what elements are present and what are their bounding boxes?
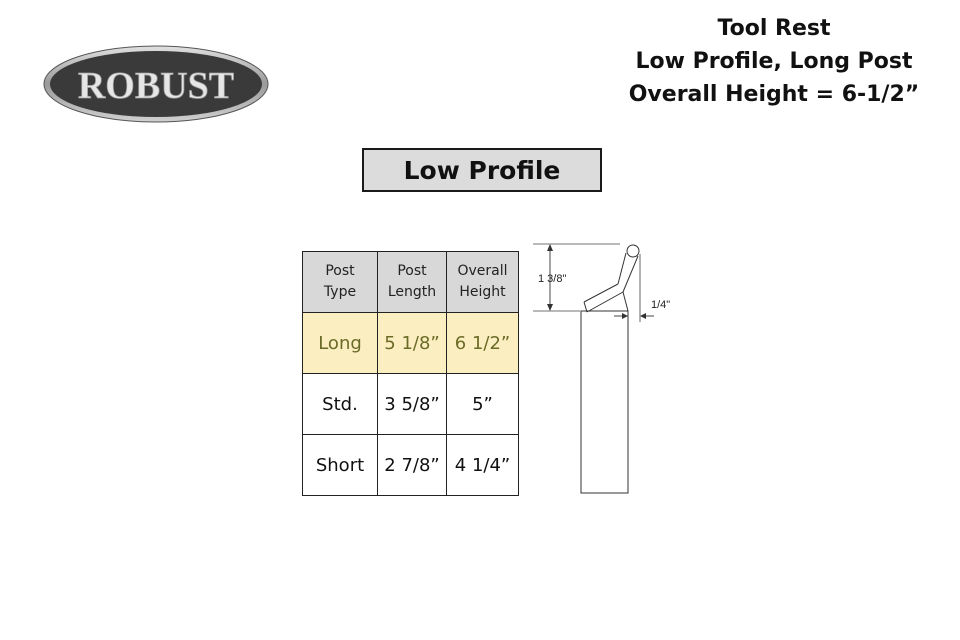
dimension-label-offset: 1/4" [651, 299, 671, 311]
profile-label-box [362, 148, 602, 192]
header-line: Post [325, 263, 355, 279]
title-block [624, 12, 924, 111]
cell-overall-height: 4 1/4” [447, 435, 519, 496]
header-line: Height [459, 284, 506, 300]
title-line-1: Tool Rest [717, 16, 831, 41]
header-overall-height [447, 252, 519, 313]
header-post-length [378, 252, 447, 313]
cell-overall-height: 6 1/2” [447, 313, 519, 374]
cell-post-type: Long [303, 313, 378, 374]
header-line: Post [397, 263, 427, 279]
table-row [303, 435, 519, 496]
cell-post-length: 5 1/8” [378, 313, 447, 374]
header-post-type [303, 252, 378, 313]
header-line: Length [387, 284, 437, 300]
logo-text: ROBUST [77, 65, 235, 107]
cell-overall-height: 5” [447, 374, 519, 435]
profile-label: Low Profile [403, 155, 561, 185]
cell-post-type: Std. [303, 374, 378, 435]
title-line-2: Low Profile, Long Post [635, 49, 913, 74]
post-shaft [581, 311, 628, 493]
table-header-row [303, 252, 519, 313]
rest-top-edge [627, 245, 639, 257]
header-line: Type [323, 284, 357, 300]
robust-logo [42, 44, 270, 124]
dimension-label-height: 1 3/8" [538, 273, 567, 285]
cell-post-length: 2 7/8” [378, 435, 447, 496]
table-row [303, 313, 519, 374]
cell-post-type: Short [303, 435, 378, 496]
header-line: Overall [457, 263, 508, 279]
cell-post-length: 3 5/8” [378, 374, 447, 435]
title-line-3: Overall Height = 6-1/2” [628, 82, 920, 107]
table-row [303, 374, 519, 435]
tool-rest-diagram [528, 236, 688, 498]
post-spec-table [302, 251, 519, 496]
rest-arm [584, 253, 638, 312]
